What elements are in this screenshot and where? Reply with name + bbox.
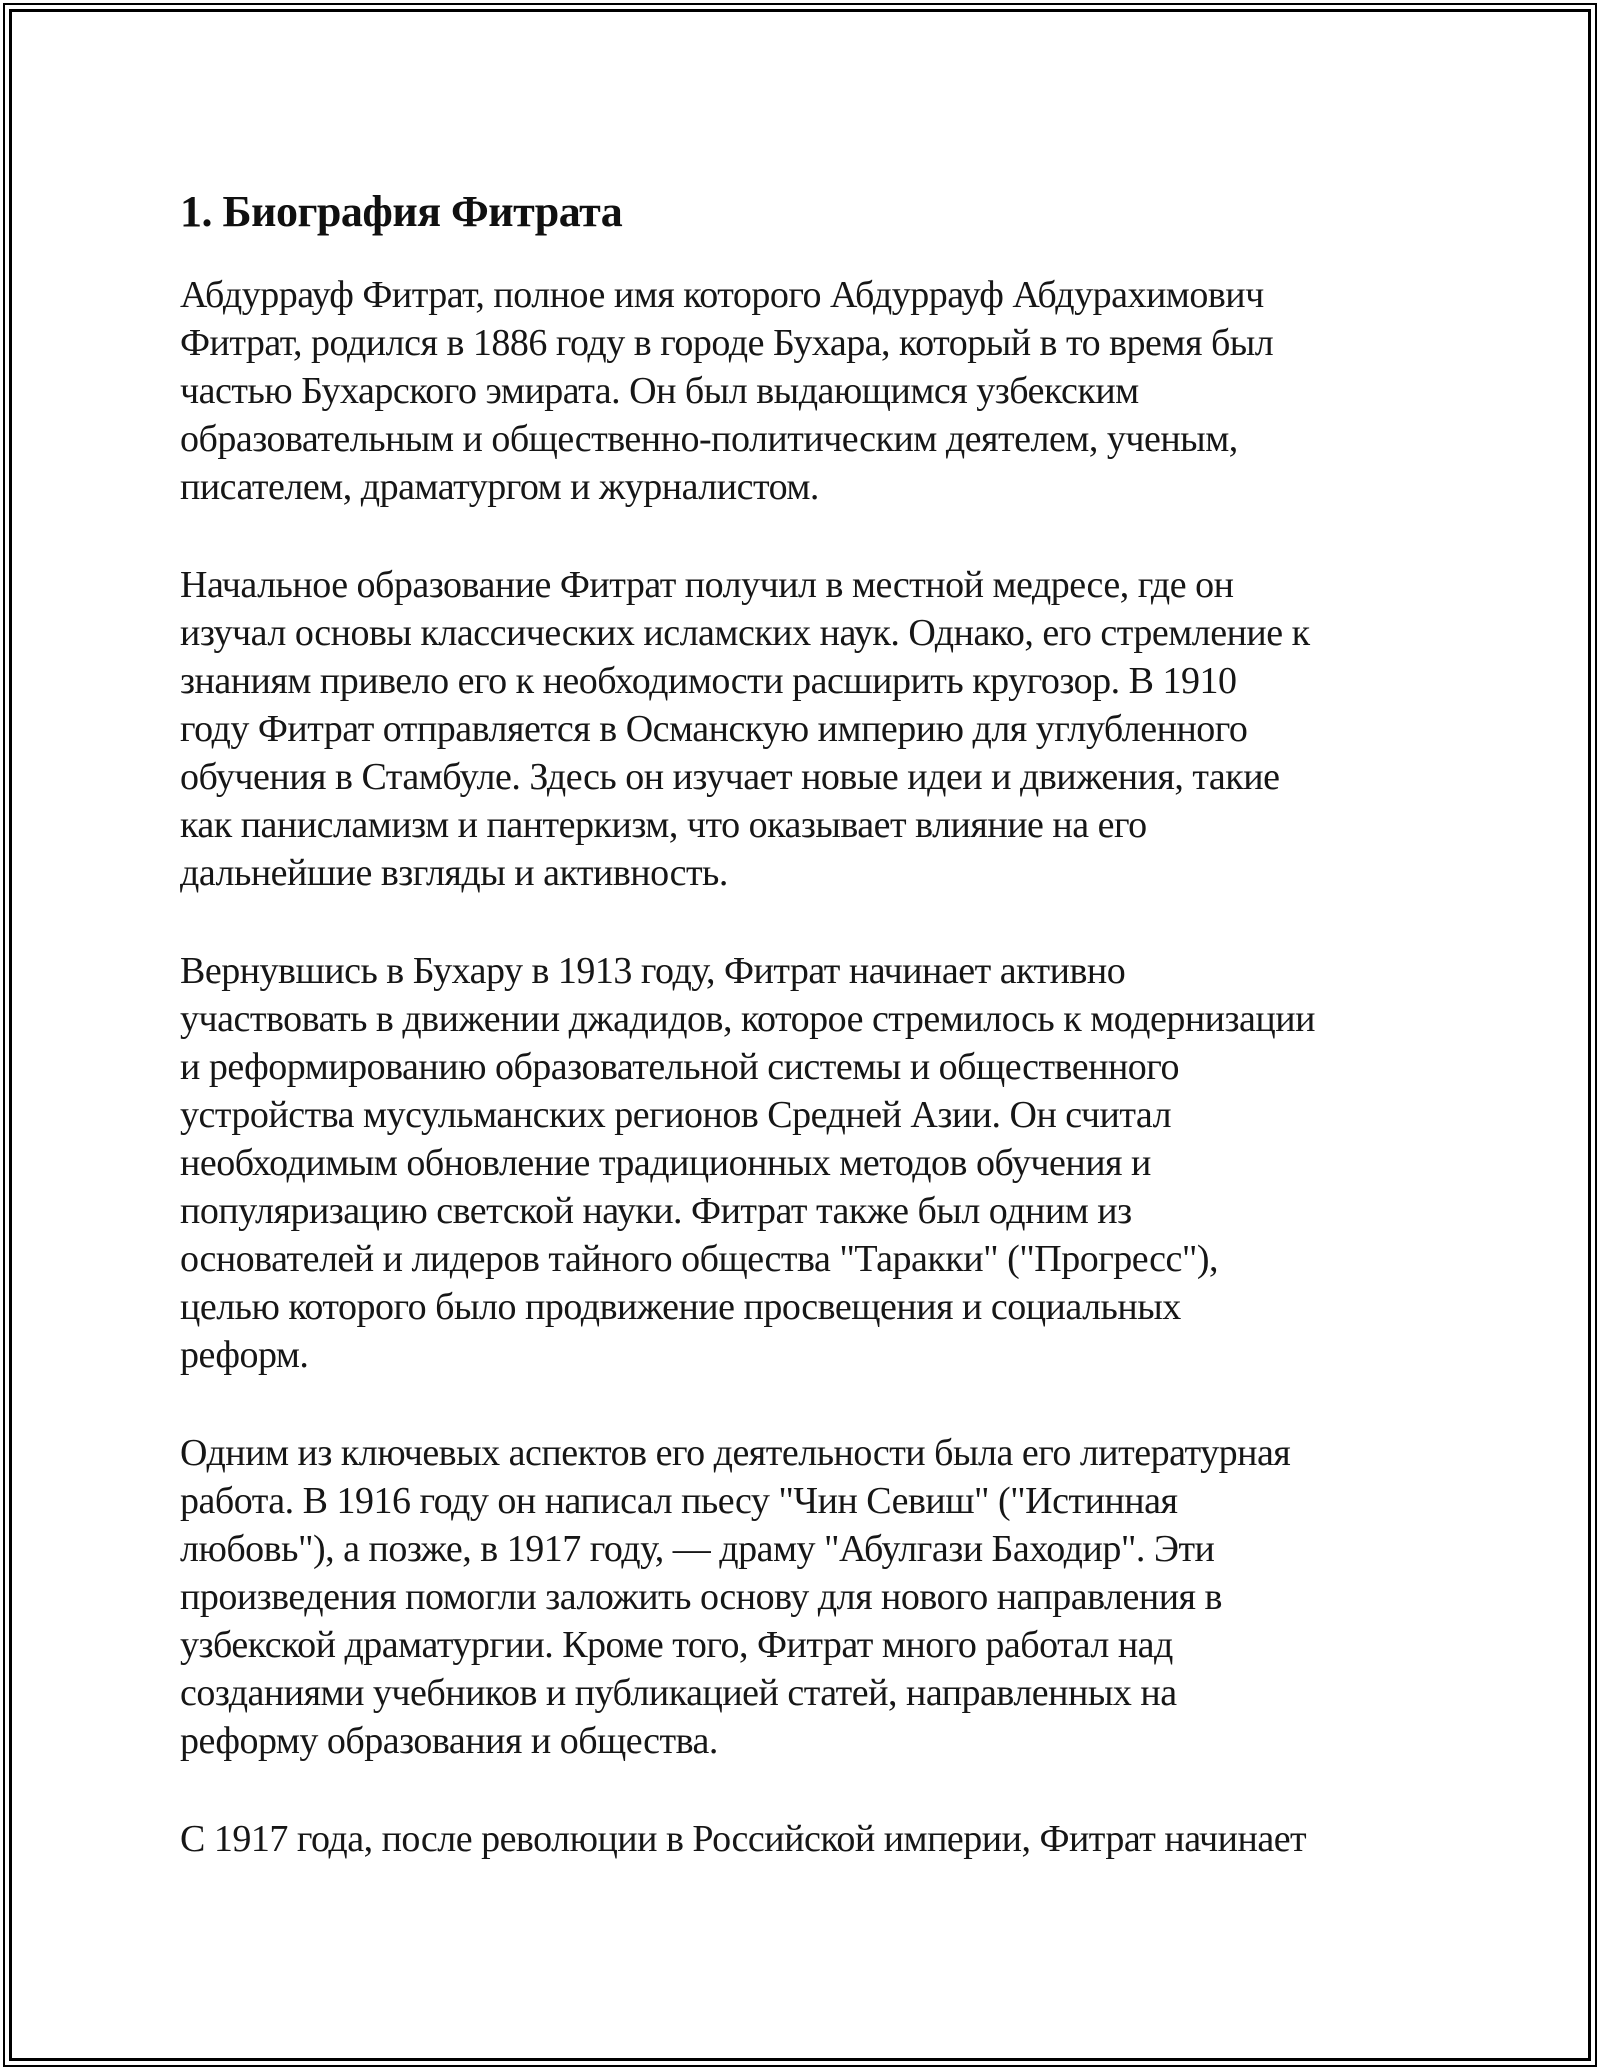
- text-line: как панисламизм и пантеркизм, что оказывает влияние на его: [180, 804, 1147, 846]
- text-line: Вернувшись в Бухару в 1913 году, Фитрат начинает активно: [180, 950, 1126, 992]
- document-content: [180, 184, 1470, 1863]
- text-line: Одним из ключевых аспектов его деятельности была его литературная: [180, 1432, 1291, 1474]
- paragraph: [180, 1815, 1470, 1863]
- text-line: образовательным и общественно-политическим деятелем, ученым,: [180, 418, 1238, 460]
- text-line: году Фитрат отправляется в Османскую империю для углубленного: [180, 708, 1248, 750]
- text-line: изучал основы классических исламских наук. Однако, его стремление к: [180, 612, 1310, 654]
- paragraph: [180, 947, 1470, 1379]
- paragraph: [180, 271, 1470, 511]
- text-line: работа. В 1916 году он написал пьесу "Чин Севиш" ("Истинная: [180, 1480, 1178, 1522]
- section-heading: 1. Биография Фитрата: [180, 187, 623, 236]
- text-line: Абдуррауф Фитрат, полное имя которого Абдуррауф Абдурахимович: [180, 274, 1264, 316]
- text-line: популяризацию светской науки. Фитрат также был одним из: [180, 1190, 1132, 1232]
- text-line: устройства мусульманских регионов Средней Азии. Он считал: [180, 1094, 1172, 1136]
- paragraph: [180, 1429, 1470, 1765]
- text-line: узбекской драматургии. Кроме того, Фитрат много работал над: [180, 1624, 1173, 1666]
- text-line: созданиями учебников и публикацией статей, направленных на: [180, 1672, 1177, 1714]
- paragraph: [180, 561, 1470, 897]
- text-line: Фитрат, родился в 1886 году в городе Бухара, который в то время был: [180, 322, 1274, 364]
- text-line: обучения в Стамбуле. Здесь он изучает новые идеи и движения, такие: [180, 756, 1280, 798]
- text-line: и реформированию образовательной системы и общественного: [180, 1046, 1179, 1088]
- text-line: реформ.: [180, 1334, 309, 1376]
- text-line: участвовать в движении джадидов, которое стремилось к модернизации: [180, 998, 1315, 1040]
- text-line: реформу образования и общества.: [180, 1720, 718, 1762]
- document-body: [180, 271, 1470, 1863]
- text-line: целью которого было продвижение просвещения и социальных: [180, 1286, 1181, 1328]
- text-line: основателей и лидеров тайного общества "Таракки" ("Прогресс"),: [180, 1238, 1219, 1280]
- text-line: необходимым обновление традиционных методов обучения и: [180, 1142, 1151, 1184]
- text-line: писателем, драматургом и журналистом.: [180, 466, 819, 508]
- text-line: дальнейшие взгляды и активность.: [180, 852, 728, 894]
- text-line: Начальное образование Фитрат получил в местной медресе, где он: [180, 564, 1234, 606]
- text-line: частью Бухарского эмирата. Он был выдающимся узбекским: [180, 370, 1139, 412]
- text-line: любовь"), а позже, в 1917 году, — драму "Абулгази Баходир". Эти: [180, 1528, 1215, 1570]
- text-line: знаниям привело его к необходимости расширить кругозор. В 1910: [180, 660, 1237, 702]
- text-line: произведения помогли заложить основу для нового направления в: [180, 1576, 1222, 1618]
- text-line: С 1917 года, после революции в Российской империи, Фитрат начинает: [180, 1818, 1307, 1860]
